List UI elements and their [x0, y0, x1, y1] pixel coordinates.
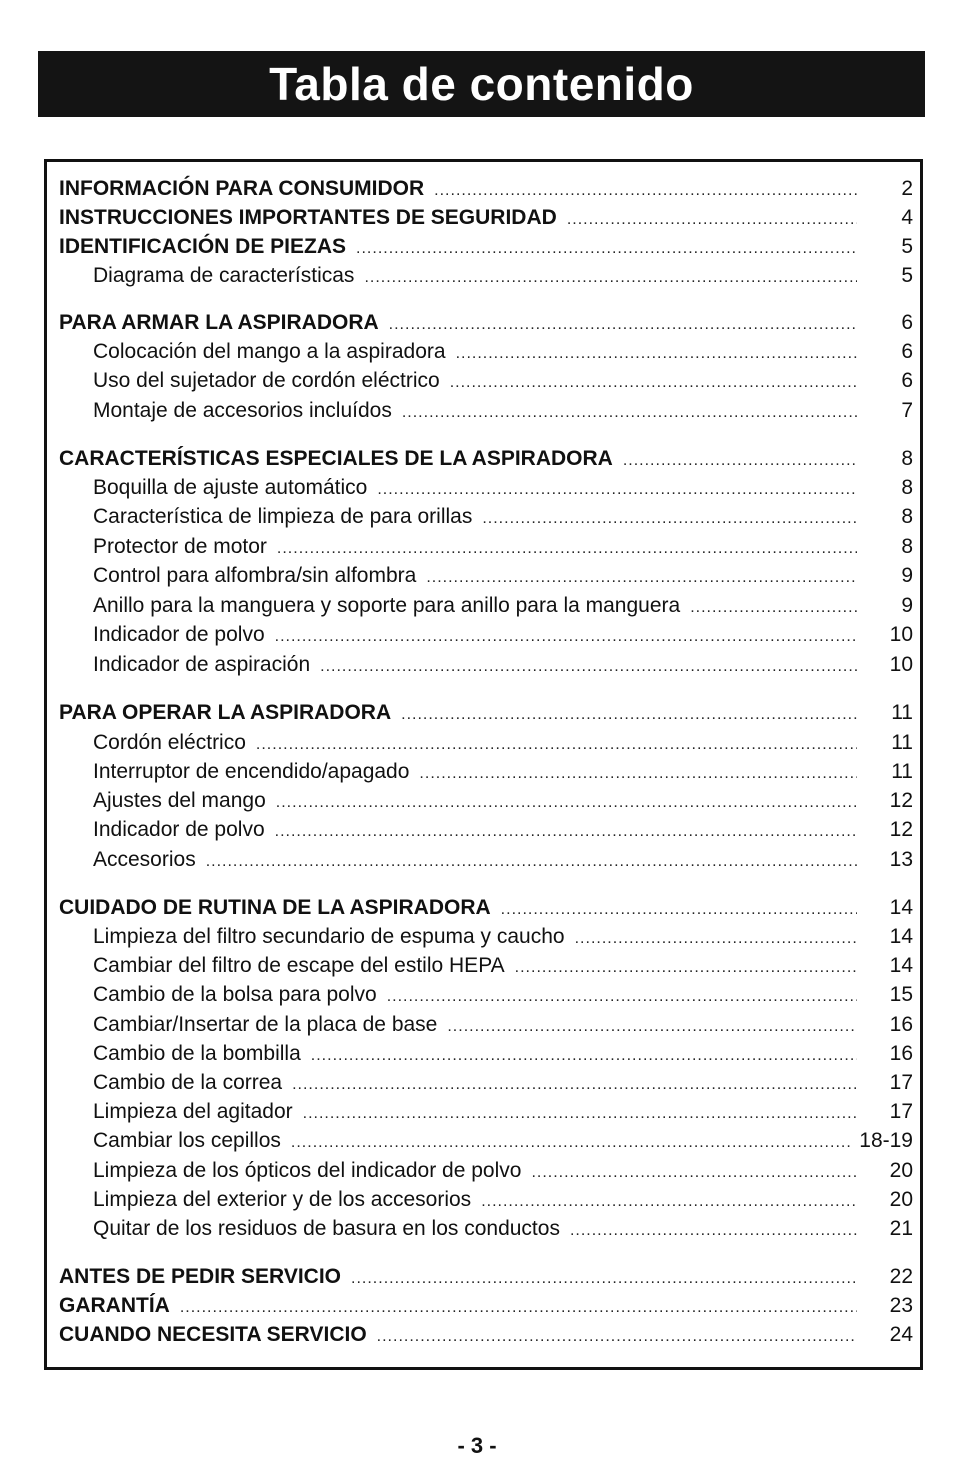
- dot-leader: [419, 759, 857, 789]
- dot-leader: [623, 446, 857, 476]
- toc-entry-label: INSTRUCCIONES IMPORTANTES DE SEGURIDAD: [59, 206, 557, 229]
- toc-entry-page: 20: [889, 1188, 913, 1211]
- toc-subsection-entry: [93, 366, 913, 396]
- dot-leader: [456, 339, 857, 369]
- toc-entry-page: 9: [901, 594, 913, 617]
- dot-leader: [450, 368, 857, 398]
- toc-entry-page: 12: [889, 789, 913, 812]
- dot-leader: [426, 563, 857, 593]
- toc-subsection-entry: [93, 980, 913, 1010]
- toc-entry-label: Limpieza del exterior y de los accesorios: [93, 1188, 472, 1211]
- toc-entry-label: INFORMACIÓN PARA CONSUMIDOR: [59, 177, 425, 200]
- toc-entry-page: 5: [901, 264, 913, 287]
- toc-entry-label: PARA ARMAR LA ASPIRADORA: [59, 311, 379, 334]
- page-title: Tabla de contenido: [38, 51, 925, 117]
- toc-entry-page: 14: [889, 925, 913, 948]
- toc-entry-label: Cambio de la bolsa para polvo: [93, 983, 377, 1006]
- toc-subsection-entry: [93, 261, 913, 291]
- toc-entry-page: 18-19: [859, 1129, 913, 1152]
- toc-subsection-entry: [93, 922, 913, 952]
- toc-entry-label: Indicador de aspiración: [93, 653, 311, 676]
- toc-entry-label: CUANDO NECESITA SERVICIO: [59, 1323, 367, 1346]
- dot-leader: [206, 847, 857, 877]
- toc-entry-label: Cambio de la correa: [93, 1071, 283, 1094]
- dot-leader: [292, 1070, 857, 1100]
- toc-entry-label: Cordón eléctrico: [93, 731, 246, 754]
- toc-section-entry: [59, 893, 913, 923]
- toc-entry-label: ANTES DE PEDIR SERVICIO: [59, 1265, 342, 1288]
- toc-entry-label: Ajustes del mango: [93, 789, 266, 812]
- toc-entry-label: Quitar de los residuos de basura en los conductos: [93, 1217, 560, 1240]
- toc-entry-label: IDENTIFICACIÓN DE PIEZAS: [59, 235, 347, 258]
- toc-entry-page: 16: [889, 1042, 913, 1065]
- toc-entry-page: 11: [891, 731, 913, 754]
- dot-leader: [275, 622, 857, 652]
- toc-subsection-entry: [93, 532, 913, 562]
- dot-leader: [501, 895, 857, 925]
- toc-subsection-entry: [93, 1156, 913, 1186]
- dot-leader: [567, 205, 857, 235]
- toc-entry-label: Montaje de accesorios incluídos: [93, 399, 392, 422]
- toc-entry-label: Interruptor de encendido/apagado: [93, 760, 410, 783]
- toc-subsection-entry: [93, 396, 913, 426]
- toc-entry-label: Característica de limpieza de para orillas: [93, 505, 473, 528]
- toc-subsection-entry: [93, 1068, 913, 1098]
- toc-entry-page: 17: [889, 1100, 913, 1123]
- toc-entry-label: Control para alfombra/sin alfombra: [93, 564, 417, 587]
- toc-entry-label: Colocación del mango a la aspiradora: [93, 340, 446, 363]
- toc-entry-page: 5: [901, 235, 913, 258]
- toc-entry-page: 10: [889, 653, 913, 676]
- toc-section-entry: [59, 308, 913, 338]
- toc-subsection-entry: [93, 1097, 913, 1127]
- dot-leader: [481, 1187, 857, 1217]
- dot-leader: [389, 310, 857, 340]
- page-number: - 3 -: [457, 1433, 497, 1458]
- dot-leader: [690, 593, 857, 623]
- dot-leader: [311, 1041, 857, 1071]
- toc-section-entry: [59, 1291, 913, 1321]
- toc-subsection-entry: [93, 757, 913, 787]
- toc-subsection-entry: [93, 561, 913, 591]
- toc-entry-page: 6: [901, 369, 913, 392]
- toc-entry-label: Indicador de polvo: [93, 623, 265, 646]
- dot-leader: [482, 504, 857, 534]
- dot-leader: [515, 953, 857, 983]
- toc-entry-page: 14: [889, 896, 913, 919]
- toc-subsection-entry: [93, 728, 913, 758]
- toc-entry-page: 21: [889, 1217, 913, 1240]
- toc-entry-label: Indicador de polvo: [93, 818, 265, 841]
- toc-entry-label: Boquilla de ajuste automático: [93, 476, 368, 499]
- table-of-contents: [44, 159, 923, 1370]
- dot-leader: [303, 1099, 857, 1129]
- dot-leader: [275, 817, 857, 847]
- toc-subsection-entry: [93, 337, 913, 367]
- toc-entry-label: Limpieza de los ópticos del indicador de polvo: [93, 1159, 522, 1182]
- dot-leader: [356, 234, 857, 264]
- toc-entry-page: 8: [901, 505, 913, 528]
- toc-subsection-entry: [93, 1214, 913, 1244]
- toc-entry-page: 13: [889, 848, 913, 871]
- toc-entry-label: Protector de motor: [93, 535, 267, 558]
- toc-subsection-entry: [93, 786, 913, 816]
- dot-leader: [291, 1128, 853, 1158]
- dot-leader: [351, 1264, 857, 1294]
- toc-entry-page: 12: [889, 818, 913, 841]
- toc-entry-page: 2: [901, 177, 913, 200]
- toc-subsection-entry: [93, 845, 913, 875]
- toc-entry-page: 22: [889, 1265, 913, 1288]
- toc-subsection-entry: [93, 951, 913, 981]
- toc-entry-page: 16: [889, 1013, 913, 1036]
- toc-entry-page: 20: [889, 1159, 913, 1182]
- dot-leader: [277, 534, 857, 564]
- toc-entry-page: 8: [901, 476, 913, 499]
- toc-entry-page: 11: [891, 701, 913, 724]
- toc-subsection-entry: [93, 591, 913, 621]
- toc-section-entry: [59, 444, 913, 474]
- toc-subsection-entry: [93, 620, 913, 650]
- toc-section-entry: [59, 1320, 913, 1350]
- dot-leader: [180, 1293, 857, 1323]
- toc-entry-page: 15: [889, 983, 913, 1006]
- toc-entry-page: 8: [901, 535, 913, 558]
- toc-entry-page: 11: [891, 760, 913, 783]
- dot-leader: [570, 1216, 857, 1246]
- toc-entry-page: 24: [889, 1323, 913, 1346]
- toc-entry-label: Anillo para la manguera y soporte para anillo para la manguera: [93, 594, 681, 617]
- toc-entry-label: Limpieza del agitador: [93, 1100, 293, 1123]
- toc-entry-label: GARANTÍA: [59, 1294, 170, 1317]
- toc-entry-label: Cambiar los cepillos: [93, 1129, 281, 1152]
- toc-entry-label: Cambiar del filtro de escape del estilo HEPA: [93, 954, 505, 977]
- toc-entry-label: Uso del sujetador de cordón eléctrico: [93, 369, 440, 392]
- dot-leader: [387, 982, 857, 1012]
- toc-subsection-entry: [93, 1185, 913, 1215]
- dot-leader: [575, 924, 857, 954]
- dot-leader: [447, 1012, 857, 1042]
- toc-entry-label: PARA OPERAR LA ASPIRADORA: [59, 701, 392, 724]
- dot-leader: [377, 1322, 857, 1352]
- toc-section-entry: [59, 698, 913, 728]
- toc-entry-label: Cambiar/Insertar de la placa de base: [93, 1013, 438, 1036]
- toc-entry-page: 10: [889, 623, 913, 646]
- toc-subsection-entry: [93, 815, 913, 845]
- toc-entry-page: 14: [889, 954, 913, 977]
- toc-entry-label: Cambio de la bombilla: [93, 1042, 301, 1065]
- toc-section-entry: [59, 174, 913, 204]
- toc-entry-page: 4: [901, 206, 913, 229]
- toc-subsection-entry: [93, 502, 913, 532]
- toc-section-entry: [59, 1262, 913, 1292]
- toc-entry-label: Accesorios: [93, 848, 196, 871]
- dot-leader: [364, 263, 857, 293]
- toc-subsection-entry: [93, 473, 913, 503]
- dot-leader: [401, 700, 857, 730]
- dot-leader: [531, 1158, 857, 1188]
- toc-entry-page: 23: [889, 1294, 913, 1317]
- toc-subsection-entry: [93, 650, 913, 680]
- toc-entry-page: 7: [901, 399, 913, 422]
- toc-section-entry: [59, 203, 913, 233]
- toc-subsection-entry: [93, 1126, 913, 1156]
- toc-entry-page: 17: [889, 1071, 913, 1094]
- toc-section-entry: [59, 232, 913, 262]
- toc-entry-page: 6: [901, 311, 913, 334]
- toc-entry-page: 9: [901, 564, 913, 587]
- dot-leader: [276, 788, 857, 818]
- dot-leader: [434, 176, 857, 206]
- dot-leader: [402, 398, 857, 428]
- toc-entry-label: Limpieza del filtro secundario de espuma y caucho: [93, 925, 565, 948]
- toc-entry-label: CUIDADO DE RUTINA DE LA ASPIRADORA: [59, 896, 491, 919]
- toc-subsection-entry: [93, 1010, 913, 1040]
- dot-leader: [256, 730, 857, 760]
- toc-entry-page: 6: [901, 340, 913, 363]
- toc-subsection-entry: [93, 1039, 913, 1069]
- toc-entry-label: CARACTERÍSTICAS ESPECIALES DE LA ASPIRADORA: [59, 447, 613, 470]
- toc-entry-page: 8: [901, 447, 913, 470]
- toc-entry-label: Diagrama de características: [93, 264, 355, 287]
- dot-leader: [320, 652, 857, 682]
- dot-leader: [377, 475, 857, 505]
